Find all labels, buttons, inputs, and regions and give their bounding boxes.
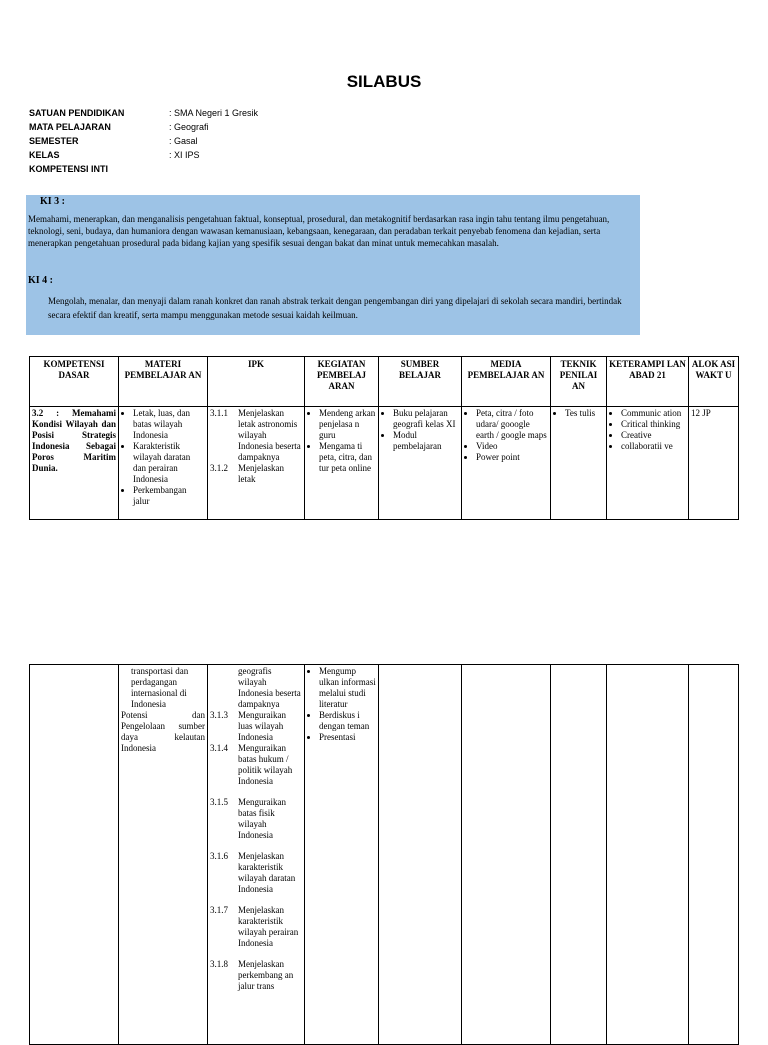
meta-label: MATA PELAJARAN [29, 122, 111, 132]
ipk-number: 3.1.7 [210, 905, 228, 915]
ki4-text: Mengolah, menalar, dan menyaji dalam ranah konkret dan ranah abstrak terkait dengan pengembangan diri yang dipelajari di sekolah secara mandiri, bertindak secara efektif dan kreatif, serta mampu menggunakan metode sesuai kaidah keilmuan. [48, 296, 622, 320]
ipk-text: geografis wilayah Indonesia beserta dampaknya [238, 666, 301, 709]
materi-cell [119, 665, 208, 1045]
ipk-cell [208, 665, 305, 1045]
materi-continuation: transportasi dan perdagangan internasional di Indonesia [131, 666, 189, 709]
ki3-heading: KI 3 : [40, 196, 65, 207]
list-item: • Creative [621, 430, 686, 441]
ipk-number: 3.1.1 [210, 408, 228, 418]
ipk-text: Menguraikan luas wilayah Indonesia [238, 710, 286, 742]
list-item: • Critical thinking [621, 419, 686, 430]
table-row [30, 407, 739, 520]
ipk-number: 3.1.8 [210, 959, 228, 969]
materi-item: Potensi dan Pengelolaan sumber daya kelautan Indonesia [121, 710, 205, 753]
header-cell: SUMBER BELAJAR [379, 357, 462, 407]
sumber-cell [379, 665, 462, 1045]
ki3-text: Memahami, menerapkan, dan menganalisis pengetahuan faktual, konseptual, prosedural, dan metakognitif berdasarkan rasa ingin tahu tentang ilmu pengetahuan, teknologi, seni, budaya, dan humaniora dengan wawasan kemanusiaan, kebangsaan, kenegaraan, dan peradaban terkait penyebab fenomena dan kejadian, serta menerapkan pengetahuan prosedural pada bidang kajian yang spesifik sesuai dengan bakat dan minat untuk memecahkan masalah. [28, 214, 610, 248]
teknik-cell [551, 665, 607, 1045]
list-item: • Modul pembelajaran [393, 430, 459, 452]
keterampilan-cell [607, 665, 689, 1045]
ipk-item [210, 666, 302, 710]
header-cell: KOMPETENSI DASAR [30, 357, 119, 407]
ipk-number: 3.1.3 [210, 710, 228, 720]
meta-value: : XI IPS [169, 150, 200, 160]
media-cell [462, 665, 551, 1045]
list-item: • Berdiskus i dengan teman [319, 710, 376, 732]
header-cell: IPK [208, 357, 305, 407]
ipk-item [210, 905, 302, 949]
meta-label: KELAS [29, 150, 60, 160]
list-item: • Tes tulis [565, 408, 604, 419]
materi-cell [119, 407, 208, 520]
list-item: • Mengump ulkan informasi melalui studi literatur [319, 666, 376, 710]
kompetensi-inti-box [26, 195, 640, 335]
silabus-table-page1 [29, 356, 739, 520]
meta-label: SATUAN PENDIDIKAN [29, 108, 125, 118]
kegiatan-cell [305, 407, 379, 520]
meta-row [29, 120, 258, 134]
silabus-table-page2 [29, 664, 739, 1045]
list-item: • Communic ation [621, 408, 686, 419]
ipk-item [210, 851, 302, 895]
alokasi-cell: 12 JP [689, 407, 739, 520]
sumber-cell [379, 407, 462, 520]
list-item: • Karakteristik wilayah daratan dan perairan Indonesia [133, 441, 205, 485]
list-item: • Mendeng arkan penjelasa n guru [319, 408, 376, 441]
ipk-item [210, 743, 302, 787]
kegiatan-cell [305, 665, 379, 1045]
table-row [30, 665, 739, 1045]
header-cell: MEDIA PEMBELAJAR AN [462, 357, 551, 407]
list-item: • Perkembangan jalur [133, 485, 205, 507]
ipk-text: Menjelaskan karakteristik wilayah daratan Indonesia [238, 851, 296, 894]
list-item: • Buku pelajaran geografi kelas XI [393, 408, 459, 430]
header-cell: KETERAMPI LAN ABAD 21 [607, 357, 689, 407]
ipk-text: Menjelaskan karakteristik wilayah perairan Indonesia [238, 905, 299, 948]
meta-value: : SMA Negeri 1 Gresik [169, 108, 259, 118]
document-meta [29, 106, 258, 176]
ipk-item [210, 797, 302, 841]
ki4-heading: KI 4 : [28, 275, 53, 286]
header-cell: MATERI PEMBELAJAR AN [119, 357, 208, 407]
meta-value: : Gasal [169, 136, 198, 146]
meta-row [29, 134, 258, 148]
ipk-text: Menjelaskan perkembang an jalur trans [238, 959, 294, 991]
ipk-text: Menguraikan batas hukum / politik wilayah Indonesia [238, 743, 293, 786]
kd-cell [30, 665, 119, 1045]
media-cell [462, 407, 551, 520]
ipk-number: 3.1.2 [210, 463, 228, 473]
ipk-item [210, 710, 302, 743]
meta-row [29, 106, 258, 120]
ipk-number: 3.1.6 [210, 851, 228, 861]
page-title: SILABUS [346, 72, 422, 91]
kd-cell: 3.2 : Memahami Kondisi Wilayah dan Posisi Strategis Indonesia Sebagai Poros Maritim Dunia. [30, 407, 119, 520]
meta-label: SEMESTER [29, 136, 79, 146]
meta-label: KOMPETENSI INTI [29, 164, 109, 174]
ipk-number: 3.1.5 [210, 797, 228, 807]
list-item: • Letak, luas, dan batas wilayah Indonesia [133, 408, 205, 441]
ipk-cell [208, 407, 305, 520]
ipk-text: Menjelaskan letak astronomis wilayah Indonesia beserta dampaknya [238, 408, 301, 462]
ipk-item [210, 463, 302, 485]
alokasi-cell [689, 665, 739, 1045]
meta-row [29, 162, 258, 176]
list-item: • Video [476, 441, 548, 452]
list-item: • Peta, citra / foto udara/ gooogle earth / google maps [476, 408, 548, 441]
header-cell: ALOK ASI WAKT U [689, 357, 739, 407]
header-row [30, 357, 739, 407]
ipk-item [210, 959, 302, 992]
ipk-item [210, 408, 302, 463]
ipk-text: Menjelaskan letak [238, 463, 284, 484]
meta-value: : Geografi [169, 122, 209, 132]
header-cell: KEGIATAN PEMBELAJ ARAN [305, 357, 379, 407]
list-item: • Power point [476, 452, 548, 463]
ipk-text: Menguraikan batas fisik wilayah Indonesia [238, 797, 286, 840]
list-item: • Mengama ti peta, citra, dan tur peta online [319, 441, 376, 474]
list-item: • Presentasi [319, 732, 376, 743]
ipk-number: 3.1.4 [210, 743, 228, 753]
teknik-cell [551, 407, 607, 520]
meta-row [29, 148, 258, 162]
list-item: • collaboratii ve [621, 441, 686, 452]
keterampilan-cell [607, 407, 689, 520]
header-cell: TEKNIK PENILAI AN [551, 357, 607, 407]
